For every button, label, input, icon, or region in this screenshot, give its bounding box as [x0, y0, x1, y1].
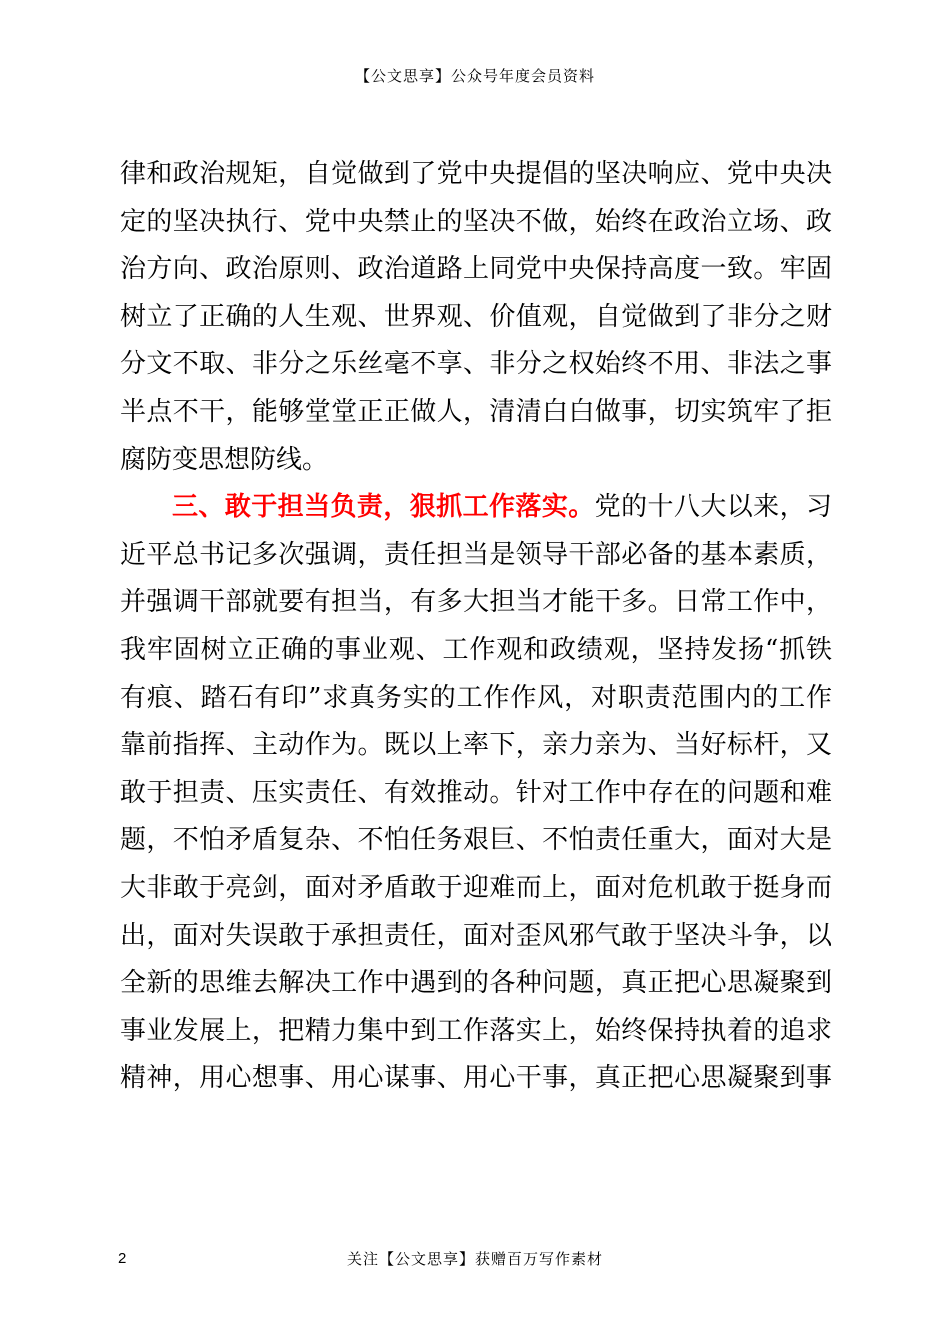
text-line: 敢于担责、压实责任、有效推动。针对工作中存在的问题和难: [120, 777, 832, 808]
section-heading: 三、敢于担当负责，狠抓工作落实。: [172, 492, 595, 523]
page-number: 2: [118, 1250, 127, 1267]
section-heading-line: [120, 484, 832, 532]
text-line: 事业发展上，把精力集中到工作落实上，始终保持执着的追求: [120, 1015, 832, 1046]
text-line: 律和政治规矩，自觉做到了党中央提倡的坚决响应、党中央决: [120, 159, 832, 189]
text-line: 出，面对失误敢于承担责任，面对歪风邪气敢于坚决斗争，以: [120, 920, 832, 951]
text-line: 全新的思维去解决工作中遇到的各种问题，真正把心思凝聚到: [120, 968, 832, 999]
text-line: 精神，用心想事、用心谋事、用心干事，真正把心思凝聚到事: [120, 1063, 832, 1094]
text-line: 分文不取、非分之乐丝毫不享、非分之权始终不用、非法之事: [120, 349, 832, 380]
text-line: 我牢固树立正确的事业观、工作观和政绩观，坚持发扬“抓铁: [120, 634, 832, 665]
text-line: 题，不怕矛盾复杂、不怕任务艰巨、不怕责任重大，面对大是: [120, 825, 832, 856]
page-header: 【公文思享】公众号年度会员资料: [354, 67, 595, 85]
page-footer: 关注【公文思享】获赠百万写作素材: [346, 1250, 603, 1268]
text-line: 近平总书记多次强调，责任担当是领导干部必备的基本素质，: [120, 539, 832, 570]
text-line: 腐防变思想防线。: [120, 444, 329, 475]
text-line: 有痕、踏石有印”求真务实的工作作风，对职责范围内的工作: [120, 682, 832, 713]
heading-line-rest: 党的十八大以来，习: [594, 492, 832, 523]
text-line: 树立了正确的人生观、世界观、价值观，自觉做到了非分之财: [120, 301, 832, 332]
text-line: 定的坚决执行、党中央禁止的坚决不做，始终在政治立场、政: [120, 206, 832, 237]
text-line: 并强调干部就要有担当，有多大担当才能干多。日常工作中，: [120, 587, 832, 618]
document-body: [120, 151, 832, 1103]
text-line: 治方向、政治原则、政治道路上同党中央保持高度一致。牢固: [120, 254, 832, 285]
text-line: 靠前指挥、主动作为。既以上率下，亲力亲为、当好标杆，又: [120, 730, 832, 761]
text-line: 大非敢于亮剑，面对矛盾敢于迎难而上，面对危机敢于挺身而: [120, 872, 832, 903]
text-line: 半点不干，能够堂堂正正做人，清清白白做事，切实筑牢了拒: [120, 396, 832, 427]
